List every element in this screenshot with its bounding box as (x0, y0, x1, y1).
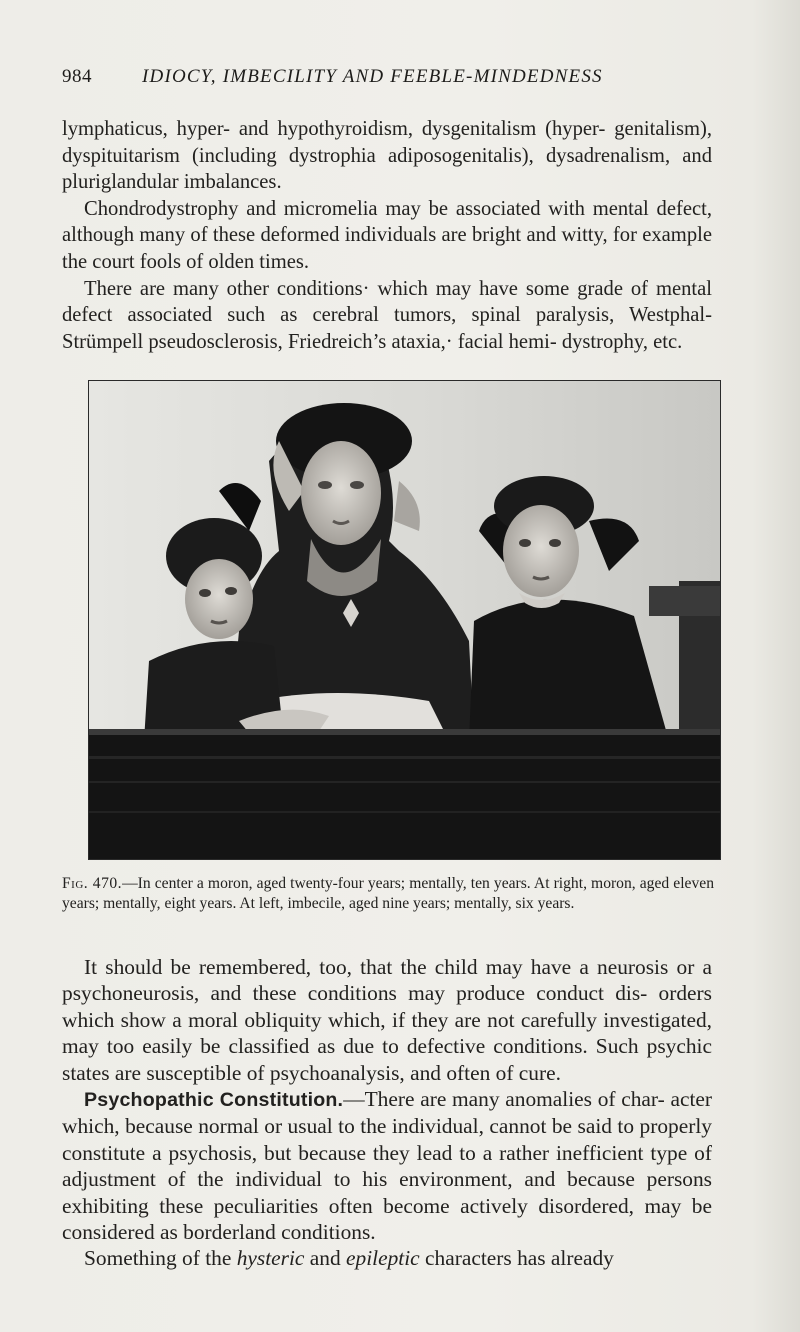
figure-caption-text: —In center a moron, aged twenty-four years; mentally, ten years. At right, moron, aged eleven years; mentally, eight years. At left, imbecile, aged nine years; mentally, six years. (62, 875, 714, 912)
paragraph-glandular: lymphaticus, hyper- and hypothyroidism, dysgenitalism (hyper- genitalism), dyspituitarism (including dystrophia adiposogenitalis), dysadrenalism, and pluriglandular imbalances. (62, 118, 712, 194)
page-number: 984 (62, 66, 92, 87)
running-title: IDIOCY, IMBECILITY AND FEEBLE-MINDEDNESS (142, 66, 603, 87)
paragraph-chondrodystrophy: Chondrodystrophy and micromelia may be associated with mental defect, although many of these deformed individuals are bright and witty, for example the court fools of olden times. (62, 197, 712, 273)
section-heading-psychopathic-constitution: Psychopathic Constitution. (84, 1089, 344, 1112)
top-text (62, 116, 712, 355)
text-fragment: Something of the (84, 1246, 232, 1271)
paragraph-other-conditions: There are many other conditions· which may have some grade of mental defect associated such as cerebral tumors, spinal paralysis, Westphal-Strümpell pseudosclerosis, Friedreich’s ataxia,· facial hemi- dystrophy, etc. (62, 277, 712, 353)
paragraph-neurosis: It should be remembered, too, that the child may have a neurosis or a psychoneurosis, and these conditions may produce conduct dis- orders which show a moral obliquity which, if they are not carefully investigated, may too easily be classified as due to defective conditions. Such psychic states are susceptible of psychoanalysis, and often of cure. (62, 955, 712, 1085)
paragraph-psychopathic-constitution (62, 1086, 712, 1245)
paragraph-psychopathic-text: —There are many anomalies of char- acter which, because normal or usual to the individual, cannot be said to properly constitute a psychosis, but because they lead to a rather inefficient type of adjustment of the individual to his environment, and because persons exhibiting these peculiarities often become actively disordered, may be considered as borderland conditions. (62, 1087, 713, 1245)
emphasis-epileptic: epileptic (346, 1246, 420, 1271)
figure-470-photograph (88, 380, 721, 860)
paragraph-hysteric-epileptic (62, 1245, 712, 1271)
page-header (62, 66, 762, 94)
emphasis-hysteric: hysteric (236, 1246, 305, 1271)
figure-label: Fig. 470. (62, 875, 123, 892)
text-fragment: characters has already (425, 1246, 614, 1271)
text-fragment: and (309, 1246, 341, 1271)
table (89, 729, 720, 859)
bottom-text (62, 954, 712, 1272)
figure-caption (62, 874, 714, 913)
